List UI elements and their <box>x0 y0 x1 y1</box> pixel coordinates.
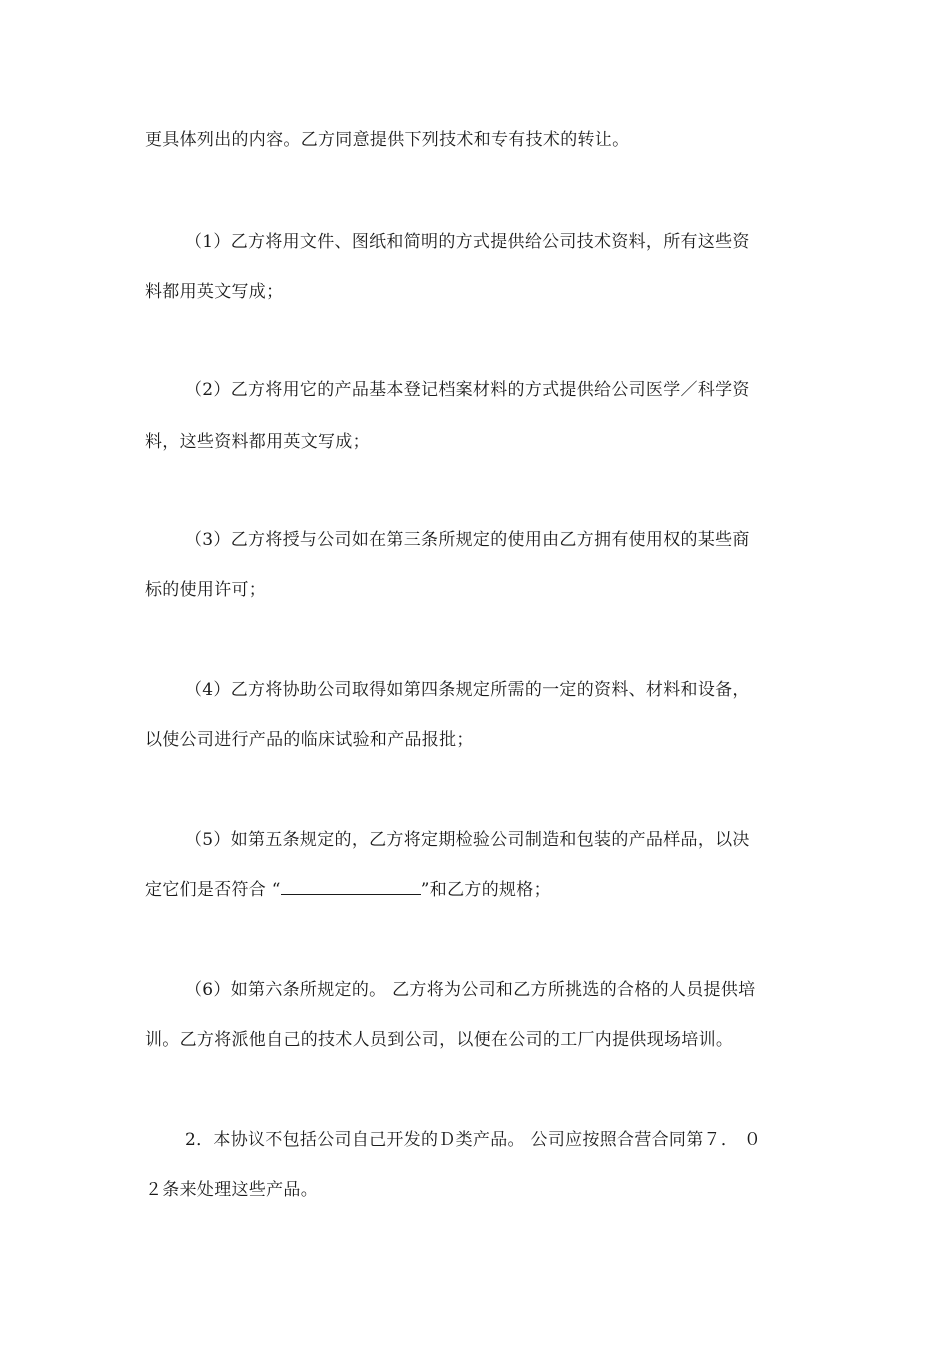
item-5-line-2-after: ”和乙方的规格； <box>420 880 551 900</box>
item-4-line-1: （4）乙方将协助公司取得如第四条规定所需的一定的资料、材料和设备， <box>185 680 750 700</box>
item-5-line-2-before: 定它们是否符合 “ <box>145 880 281 900</box>
item-3-line-1: （3）乙方将授与公司如在第三条所规定的使用由乙方拥有使用权的某些商 <box>185 530 750 550</box>
item-2-line-2: 料，这些资料都用英文写成； <box>145 432 370 452</box>
intro-text-line: 更具体列出的内容。乙方同意提供下列技术和专有技术的转让。 <box>145 130 630 150</box>
item-1-line-1: （1）乙方将用文件、图纸和简明的方式提供给公司技术资料，所有这些资 <box>185 232 750 252</box>
item-6-line-2: 训。乙方将派他自己的技术人员到公司，以便在公司的工厂内提供现场培训。 <box>145 1030 734 1050</box>
item-4-line-2: 以使公司进行产品的临床试验和产品报批； <box>145 730 474 750</box>
clause-2-line-1: 2．本协议不包括公司自己开发的Ｄ类产品。 公司应按照合营合同第７． ０ <box>185 1130 762 1150</box>
item-3-line-2: 标的使用许可； <box>145 580 267 600</box>
item-5-line-1: （5）如第五条规定的，乙方将定期检验公司制造和包装的产品样品，以决 <box>185 830 750 850</box>
item-6-line-1: （6）如第六条所规定的。 乙方将为公司和乙方所挑选的合格的人员提供培 <box>185 980 756 1000</box>
item-1-line-2: 料都用英文写成； <box>145 282 284 302</box>
clause-2-line-2: ２条来处理这些产品。 <box>145 1180 318 1200</box>
item-5-line-2 <box>145 880 551 900</box>
fill-in-blank-line <box>281 880 421 895</box>
item-2-line-1: （2）乙方将用它的产品基本登记档案材料的方式提供给公司医学／科学资 <box>185 380 750 400</box>
